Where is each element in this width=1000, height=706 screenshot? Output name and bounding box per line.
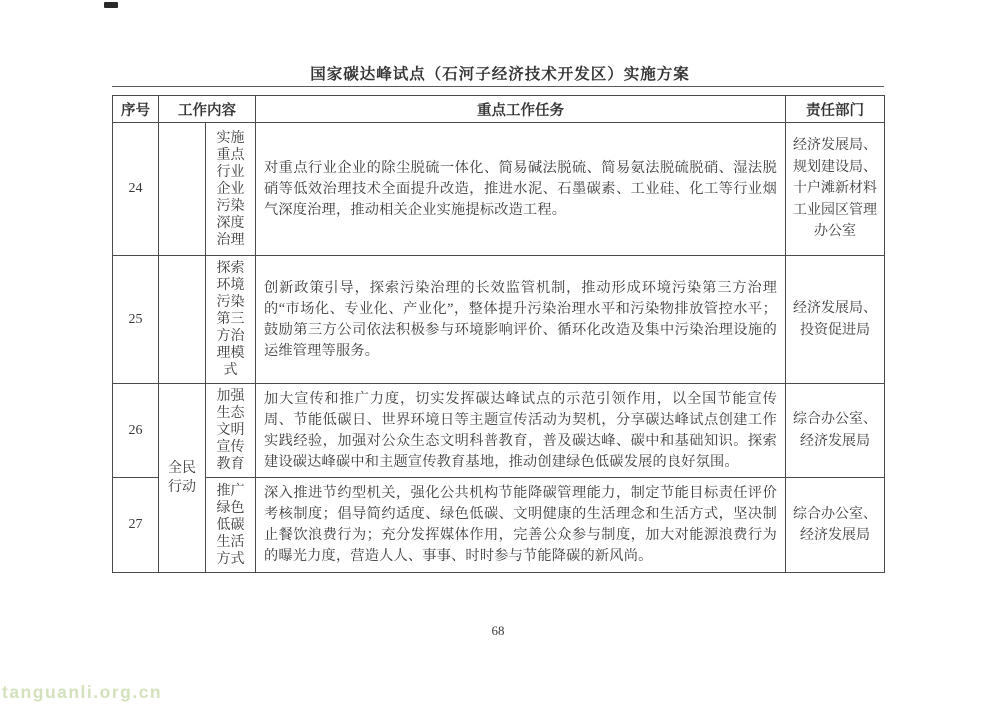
row-25-department: 经济发展局、投资促进局 bbox=[786, 256, 885, 384]
work-plan-table bbox=[112, 95, 885, 573]
header-serial-number: 序号 bbox=[113, 96, 159, 123]
group-label-all-people-action: 全民行动 bbox=[159, 384, 206, 573]
table-row bbox=[113, 478, 885, 573]
title-divider-line bbox=[112, 86, 884, 87]
table-row bbox=[113, 123, 885, 256]
header-responsible-department: 责任部门 bbox=[786, 96, 885, 123]
row-24-task: 对重点行业企业的除尘脱硫一体化、简易碱法脱硫、简易氨法脱硫脱硝、湿法脱硝等低效治理技术全面提升改造，推进水泥、石墨碳素、工业硅、化工等行业烟气深度治理，推动相关企业实施提标改造工程。 bbox=[256, 123, 786, 256]
row-24-number: 24 bbox=[113, 123, 159, 256]
watermark-text: tanguanli.org.cn bbox=[2, 682, 163, 702]
table-row bbox=[113, 256, 885, 384]
row-24-group bbox=[159, 123, 206, 256]
row-25-number: 25 bbox=[113, 256, 159, 384]
row-27-department: 综合办公室、经济发展局 bbox=[786, 478, 885, 573]
document-title: 国家碳达峰试点（石河子经济技术开发区）实施方案 bbox=[310, 66, 690, 83]
row-25-task: 创新政策引导，探索污染治理的长效监管机制，推动形成环境污染第三方治理的“市场化、专业化、产业化”，整体提升污染治理水平和污染物排放管控水平；鼓励第三方公司依法积极参与环境影响评价、循环化改造及集中污染治理设施的运维管理等服务。 bbox=[256, 256, 786, 384]
table-row bbox=[113, 384, 885, 478]
table-header-row bbox=[113, 96, 885, 123]
row-26-department: 综合办公室、经济发展局 bbox=[786, 384, 885, 478]
header-work-content: 工作内容 bbox=[159, 96, 256, 123]
row-26-work-item: 加强生态文明宣传教育 bbox=[206, 384, 256, 478]
row-26-number: 26 bbox=[113, 384, 159, 478]
row-24-department: 经济发展局、规划建设局、十户滩新材料工业园区管理办公室 bbox=[786, 123, 885, 256]
row-25-work-item: 探索环境污染第三方治理模式 bbox=[206, 256, 256, 384]
row-27-task: 深入推进节约型机关，强化公共机构节能降碳管理能力，制定节能目标责任评价考核制度；倡导简约适度、绿色低碳、文明健康的生活理念和生活方式，坚决制止餐饮浪费行为；充分发挥媒体作用，完善公众参与制度，加大对能源浪费行为的曝光力度，营造人人、事事、时时参与节能降碳的新风尚。 bbox=[256, 478, 786, 573]
row-26-task: 加大宣传和推广力度，切实发挥碳达峰试点的示范引领作用，以全国节能宣传周、节能低碳日、世界环境日等主题宣传活动为契机，分享碳达峰试点创建工作实践经验，加强对公众生态文明科普教育，普及碳达峰、碳中和基础知识。探索建设碳达峰碳中和主题宣传教育基地，推动创建绿色低碳发展的良好氛围。 bbox=[256, 384, 786, 478]
row-27-work-item: 推广绿色低碳生活方式 bbox=[206, 478, 256, 573]
row-24-work-item: 实施重点行业企业污染深度治理 bbox=[206, 123, 256, 256]
scan-artifact-mark bbox=[104, 2, 118, 8]
page-number: 68 bbox=[491, 623, 505, 638]
header-key-tasks: 重点工作任务 bbox=[256, 96, 786, 123]
row-25-group bbox=[159, 256, 206, 384]
row-27-number: 27 bbox=[113, 478, 159, 573]
